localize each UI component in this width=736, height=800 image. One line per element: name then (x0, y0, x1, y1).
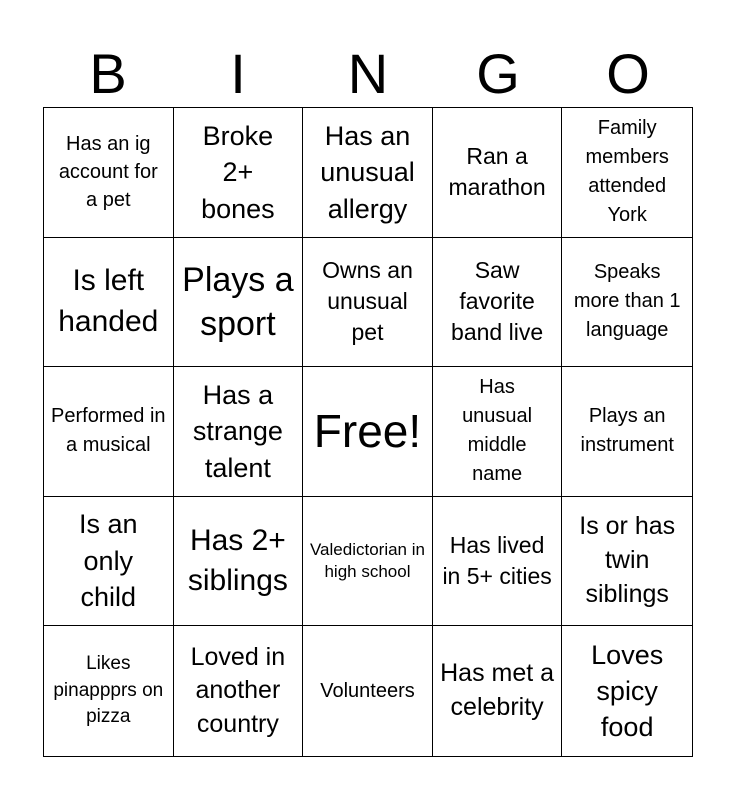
bingo-cell[interactable] (303, 626, 433, 756)
bingo-header (43, 40, 693, 108)
cell-text: Has unusual middle name (462, 376, 533, 486)
bingo-cell[interactable] (433, 238, 563, 368)
bingo-cell[interactable] (562, 367, 692, 497)
header-letter-g: G (476, 42, 520, 105)
cell-text: Owns an unusual pet (322, 257, 413, 346)
bingo-cell[interactable] (562, 497, 692, 627)
cell-text: Is an only child (79, 509, 138, 613)
bingo-cell[interactable] (44, 108, 174, 238)
cell-text: Loved in another country (190, 642, 286, 739)
header-letter-o: O (606, 42, 650, 105)
bingo-cell[interactable] (562, 238, 692, 368)
bingo-cell[interactable] (303, 108, 433, 238)
bingo-cell[interactable] (303, 497, 433, 627)
header-letter-b: B (89, 42, 127, 105)
cell-text: Family members attended York (585, 117, 669, 227)
cell-text: Is left handed (58, 264, 159, 338)
cell-text: Is or has twin siblings (579, 512, 676, 608)
cell-text: Performed in a musical (51, 405, 166, 457)
cell-text: Plays a sport (182, 260, 294, 343)
bingo-cell[interactable] (174, 108, 304, 238)
cell-text: Ran a marathon (448, 143, 546, 201)
cell-text: Has an unusual allergy (320, 120, 415, 224)
bingo-cell[interactable] (44, 497, 174, 627)
bingo-cell[interactable] (303, 238, 433, 368)
bingo-cell[interactable] (433, 497, 563, 627)
cell-text: Has a strange talent (192, 379, 283, 483)
bingo-cell[interactable] (433, 108, 563, 238)
bingo-board (43, 107, 693, 757)
free-space: Free! (313, 405, 422, 458)
bingo-cell[interactable] (174, 367, 304, 497)
header-letter-n: N (347, 42, 389, 105)
bingo-cell[interactable] (174, 238, 304, 368)
bingo-cell[interactable] (303, 367, 433, 497)
bingo-cell[interactable] (174, 626, 304, 756)
header-letter-i: I (230, 42, 246, 105)
cell-text: Has lived in 5+ cities (442, 532, 552, 590)
bingo-cell[interactable] (562, 108, 692, 238)
cell-text: Saw favorite band live (451, 257, 544, 346)
bingo-cell[interactable] (174, 497, 304, 627)
cell-text: Plays an instrument (580, 405, 674, 457)
cell-text: Broke 2+ bones (201, 120, 275, 224)
cell-text: Speaks more than 1 language (573, 261, 681, 342)
cell-text: Has an ig account for a pet (58, 133, 158, 212)
bingo-cell[interactable] (433, 367, 563, 497)
cell-text: Has met a celebrity (440, 659, 555, 722)
bingo-cell[interactable] (433, 626, 563, 756)
cell-text: Likes pinappprs on pizza (53, 653, 164, 728)
bingo-cell[interactable] (44, 367, 174, 497)
cell-text: Loves spicy food (591, 639, 664, 743)
cell-text: Valedictorian in high school (309, 540, 425, 582)
bingo-cell[interactable] (44, 238, 174, 368)
cell-text: Has 2+ siblings (187, 523, 288, 598)
bingo-cell[interactable] (562, 626, 692, 756)
cell-text: Volunteers (320, 680, 415, 703)
bingo-cell[interactable] (44, 626, 174, 756)
